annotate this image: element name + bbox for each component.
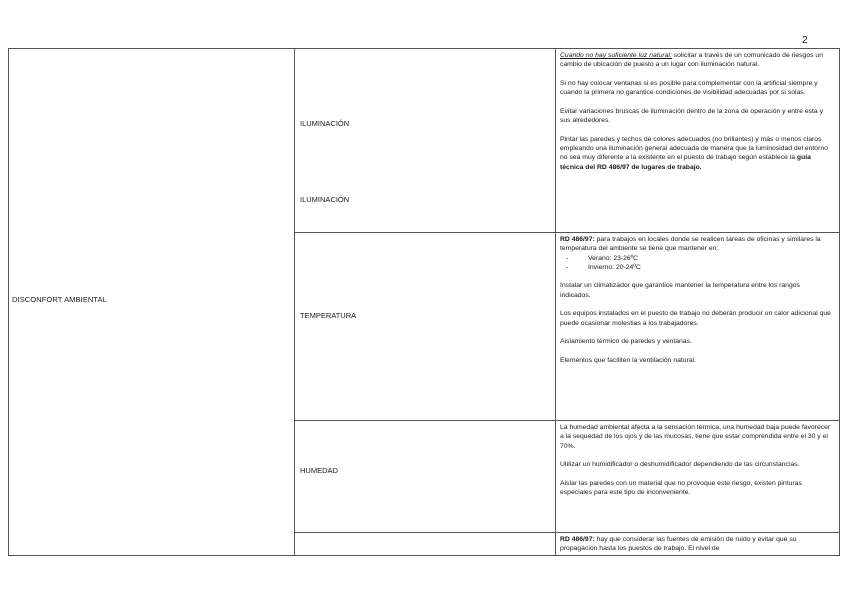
measure-paragraph (560, 235, 832, 254)
measure-paragraph (560, 535, 832, 554)
measure-paragraph: Instalar un climatizador que garantice mantener la temperatura entre los rangos indicados. (560, 282, 800, 299)
table-top-border (8, 48, 840, 49)
list-item: - Verano: 23-26ºC (566, 254, 639, 262)
measure-paragraph: Aislar las paredes con un material que no provoque este riesgo, existen pinturas especiales para este tipo de inconveniente. (560, 479, 802, 497)
measure-paragraph: Los equipos instalados en el puesto de trabajo no deberán producir un calor adicional que puede ocasionar molestias a los trabajadores. (560, 310, 831, 327)
measure-paragraph: Evitar variaciones bruscas de iluminación dentro de la zona de operación y entre esta y sus alrededores. (560, 107, 823, 125)
row-divider (294, 232, 840, 233)
measure-paragraph: La humedad ambiental afecta a la sensación térmica, una humedad baja puede favorecer a la sequedad de los ojos y de las mucosas, tiene que estar comprendida entre el 30 y el 70%. (560, 424, 831, 450)
measures-iluminacion (560, 51, 832, 181)
measure-paragraph: Utilizar un humidificador o deshumidificador dependiendo de las circunstancias. (560, 461, 800, 469)
measures-temperatura (560, 235, 832, 374)
table-left-border (8, 48, 9, 556)
measure-text: Pintar las paredes y techos de colores adecuados (no brillantes) y más o menos claros empleando una iluminación general adecuada de manera que la luminosidad del entorno no sea muy diferente a la existente en el puesto de trabajo según establece la (560, 135, 828, 162)
row-divider (294, 532, 840, 533)
category-cell: DISCONFORT AMBIENTAL (12, 295, 107, 304)
subcategory-iluminacion: ILUMINACIÓN (300, 119, 350, 128)
measure-reference: guía técnica del RD 486/97 de lugares de trabajo. (560, 154, 811, 171)
subcategory-iluminacion: ILUMINACIÓN (300, 195, 350, 204)
subcategory-temperatura: TEMPERATURA (300, 311, 357, 320)
measures-ruido (560, 535, 832, 563)
measure-paragraph: Elementos que faciliten la ventilación natural. (560, 356, 697, 364)
measures-humedad (560, 423, 832, 507)
measure-paragraph: Si no hay colocar ventanas si es posible para complementar con la artificial siempre y cuando la primera no garantice condiciones de visibilidad adecuadas por si solas. (560, 79, 818, 97)
table-right-border (839, 48, 840, 556)
table-col-divider-2 (555, 48, 556, 556)
temperature-list (560, 254, 832, 273)
bullet-text: Verano: 23-26ºC (588, 254, 639, 262)
measure-paragraph (560, 51, 832, 70)
row-divider (294, 420, 840, 421)
measure-paragraph (560, 135, 832, 172)
page-number: 2 (802, 35, 808, 46)
bullet-text: Invierno: 20-24ºC (588, 263, 641, 271)
regulation-ref: RD 486/97: (560, 236, 595, 243)
measure-text: solicitar a través de un comunicado de riesgos un cambio de ubicación de puesto a un lugar con iluminación natural. (560, 52, 823, 69)
measure-paragraph: Aislamiento térmico de paredes y ventanas. (560, 338, 692, 346)
regulation-ref: RD 486/97: (560, 536, 595, 543)
measure-lead: Cuando no hay suficiente luz natural: (560, 52, 672, 59)
subcategory-humedad: HUMEDAD (300, 466, 338, 475)
list-item: - Invierno: 20-24ºC (566, 263, 641, 271)
measure-text: hay que considerar las fuentes de emisión de ruido y evitar que su propagación hasta los puestos de trabajo. El nivel de (560, 536, 797, 553)
table-col-divider-1 (294, 48, 295, 556)
measure-text: para trabajos en locales donde se realicen tareas de oficinas y similares la temperatura del ambiente se tiene que mantener en: (560, 236, 821, 253)
